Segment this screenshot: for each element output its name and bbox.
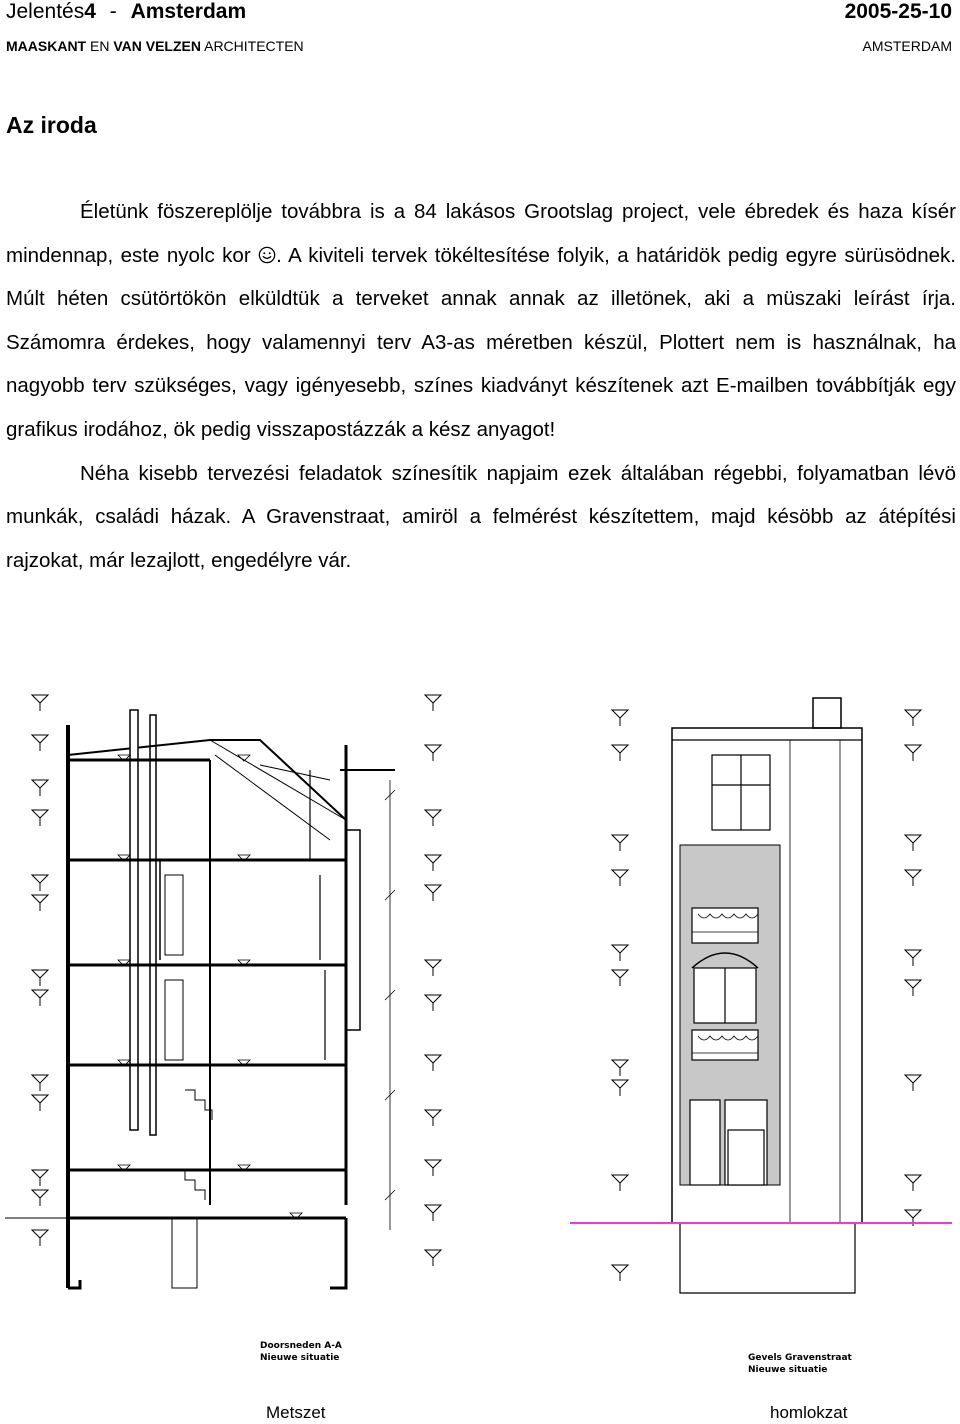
paragraph-1-start: Életünk föszereplölje továbbra is a 84 lakásos Grootslag project, vele ébredek és haza kísér mindennap, este nyolc kor [6, 200, 956, 267]
facade-title-line2: Nieuwe situatie [748, 1365, 828, 1375]
facade-title-line1: Gevels Gravenstraat [748, 1353, 852, 1363]
firm-name [6, 38, 304, 54]
level-markers-left [32, 695, 48, 1246]
paragraph-2: Néha kisebb tervezési feladatok színesítik napjaim ezek általában régebbi, folyamatban lévö munkák, családi házak. A Gravenstraat, amiröl a felmérést készítettem, majd késöbb az átépítési rajzokat, már lezajlott, engedélyre vár. [6, 461, 956, 572]
section-drawing [5, 695, 441, 1288]
paragraph-1-end: . A kiviteli tervek tökéltesítése folyik, a határidök pedig egyre sürüsödnek. Múlt héten csütörtökön elküldtük a terveket annak annak az illetönek, aki a müszaki leírást írja. Számomra érdekes, hogy valamennyi terv A3-as méretben készül, Plottert nem is használnak, ha nagyobb terv szükséges, vagy igényesebb, színes kiadványt készítenek azt E-mailben továbbítják egy grafikus irodához, ök pedig visszapostázzák a kész anyagot! [6, 243, 956, 441]
facade-drawing [612, 698, 921, 1293]
report-city: Amsterdam [130, 0, 247, 23]
section-title-line2: Nieuwe situatie [260, 1353, 340, 1363]
architectural-drawings [0, 670, 960, 1390]
firm-location: AMSTERDAM [862, 38, 952, 54]
report-date: 2005-25-10 [844, 0, 952, 23]
caption-section: Metszet [266, 1403, 326, 1422]
report-heading [6, 0, 246, 24]
level-markers-right [425, 695, 441, 1266]
firm-name-part4: ARCHITECTEN [204, 38, 304, 54]
firm-name-part2: EN [90, 38, 110, 54]
section-title: Az iroda [6, 112, 97, 138]
report-label: Jelentés [6, 0, 85, 23]
paragraph-1 [6, 190, 956, 452]
section-title-line1: Doorsneden A-A [260, 1341, 342, 1351]
smiley-icon [258, 246, 276, 264]
firm-header [6, 38, 952, 54]
header-separator: - [109, 0, 117, 23]
body-text [6, 190, 956, 582]
report-number: 4 [84, 0, 96, 23]
firm-name-part3: VAN VELZEN [113, 38, 201, 54]
caption-facade: homlokzat [770, 1403, 848, 1422]
firm-name-part1: MAASKANT [6, 38, 87, 54]
report-header [6, 0, 952, 26]
